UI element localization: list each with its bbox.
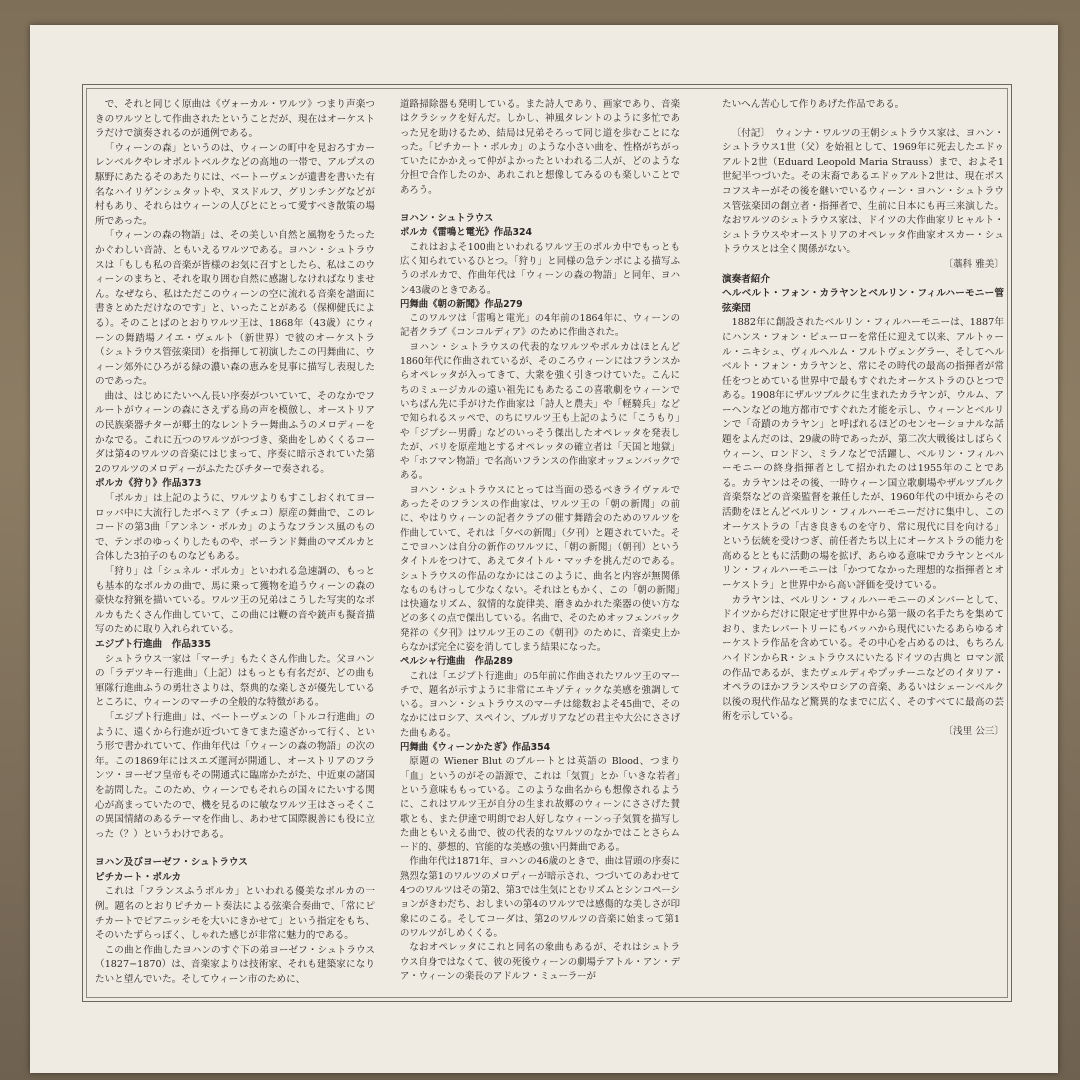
- author-signature: 〔浅里 公三〕: [943, 725, 1004, 737]
- section-heading-thunder: ポルカ《雷鳴と電光》作品324: [400, 227, 533, 239]
- paragraph: これは「エジプト行進曲」の5年前に作曲されたワルツ王のマーチで、題名が示すように非常にエキゾティックな美感を強調している。ヨハン・シュトラウスのマーチは総数およそ45曲で、そのなかにはロシア、スペイン、ブルガリアなどの君主や大公にささげた曲もある。: [400, 670, 680, 739]
- section-heading-wiener-blut: 円舞曲《ウィーンかたぎ》作品354: [400, 742, 551, 754]
- section-heading-johann: ヨハン・シュトラウス: [400, 213, 494, 225]
- paragraph: 道路掃除器も発明している。また詩人であり、画家であり、音楽はクラシックを好んだ。しかし、神風タレントのように多忙であった兄を助けるため、結局は兄弟そろって同じ道を歩むことになった。「ピチカート・ポルカ」のような小さい曲を、性格がちがっていたにかかえって仲がよかったといわれる二人が、どのような分担で合作したのか、あれこれと想像してみるのも楽しいことであろう。: [400, 99, 680, 196]
- section-heading-pizzicato: ピチカート・ポルカ: [95, 871, 182, 883]
- paragraph: ヨハン・シュトラウスの代表的なワルツやポルカはほとんど1860年代に作曲されているが、そのころウィーンにはフランスからオペレッタが入ってきて、大衆を強く引きつけていた。こんにちのミュージカルの遠い祖先にもあたるこの喜歌劇をウィーンでいちばん先に手がけた作曲家は「詩人と農夫」や「軽騎兵」などで知られるスッペで、のちにワルツ王も上記のように「こうもり」や「ジプシー男爵」などのいっそう傑出したオペレッタを発表したが、パリを原産地とするオペレッタの確立者は「天国と地獄」や「ホフマン物語」で名高いフランスの作曲家オッフェンバックである。: [400, 341, 680, 482]
- paragraph: この曲と作曲したヨハンのすぐ下の弟ヨーゼフ・シュトラウス（1827−1870）は、音楽家よりは技術家、それも建築家になりたいと望んでいた。そしてウィーン市のために、: [95, 944, 375, 986]
- paragraph: シュトラウス一家は「マーチ」もたくさん作曲した。父ヨハンの「ラデツキー行進曲」（上記）はもっとも有名だが、どの曲も軍隊行進曲ふうの勇壮さよりは、祭典的な楽しさが優先しているところに、ウィーンのマーチの全般的な特徴がある。: [95, 653, 375, 709]
- paragraph: 「狩り」は「シュネル・ポルカ」といわれる急速調の、もっとも基本的なポルカの曲で、馬に乗って獲物を追うウィーンの森の豪快な狩猟を描いている。ワルツ王の兄弟はこうした写実的なポルカもたくさん作曲していて、この曲には鞭の音や銃声も擬音描写のために取り入れられている。: [95, 566, 375, 636]
- paragraph: 「ポルカ」は上記のように、ワルツよりもすこしおくれてヨーロッパ中に大流行したボヘミア（チェコ）原産の舞曲で、このレコードの第3曲「アンネン・ポルカ」のようなフランス風のもので、テンポのゆっくりしたものや、ポーランド舞曲のマズルカと合体した3拍子のものなどもある。: [95, 493, 375, 563]
- paragraph: たいへん苦心して作りあげた作品である。: [722, 99, 905, 110]
- liner-notes-column-3: [722, 98, 1004, 740]
- paragraph: で、それと同じく原曲は《ヴォーカル・ワルツ》つまり声楽つきのワルツとして作曲されたということだが、現在はオーケストラだけで演奏されるのが通例である。: [95, 99, 375, 140]
- paragraph: なおオペレッタにこれと同名の象曲もあるが、それはシュトラウス自身ではなくて、彼の死後ウィーンの劇場テアトル・アン・デア・ウィーンの楽長のアドルフ・ミューラーが: [400, 942, 680, 982]
- paragraph: ヨハン・シュトラウスにとっては当面の恐るべきライヴァルであったそのフランスの作曲家は、ワルツ王の「朝の新聞」の前に、やはりウィーンの記者クラブの催す舞踏会のためのワルツを作曲していて、それは「夕べの新聞」（夕刊）と題されていた。そこでヨハンは自分の新作のワルツに、「朝の新聞」（朝刊）というタイトルをつけて、あえてタイトル・マッチを挑んだのである。シュトラウスの作品のなかにはこのように、曲名と内容が無関係なものもけっして少なくない。それはともかく、この「朝の新聞」は快適なリズム、叙情的な旋律美、磨きぬかれた楽器の使い方などの多くの点で傑出している。名曲で、そのためオッフェンバック発祥の《夕刊》はワルツ王のこの《朝刊》のために、音楽史上からなかば完全に姿を消してしまう結果になった。: [400, 484, 680, 653]
- liner-notes-column-2: [400, 98, 680, 984]
- paragraph: 1882年に創設されたベルリン・フィルハーモニーは、1887年にハンス・フォン・ビューローを常任に迎えて以来、アルトゥール・ニキシュ、ヴィルヘルム・フルトヴェングラー、そしてヘルベルト・フォン・カラヤンと、常にその時代の最高の指揮者が常任をつとめている世界中で最もすぐれたオーケストラのひとつである。1908年にザルツブルクに生まれたカラヤンが、ウルム、アーヘンなどの地方都市ですぐれた才能を示し、ウィーンとベルリンで「奇蹟のカラヤン」と呼ばれるほどのセンセーショナルな話題をよんだのは、29歳の時であったが、第二次大戦後はしばらくウィーン、ロンドン、ミラノなどで活躍し、ベルリン・フィルハーモニーの終身指揮者として招かれたのは1955年のことである。カラヤンはその後、一時ウィーン国立歌劇場やザルツブルク音楽祭などの音楽監督を兼任したが、1960年代の中頃からその活動をほとんどベルリン・フィルハーモニーだけに集中し、このオーケストラの「古き良きものを守り、常に現代に目を向ける」という伝統を受けつぎ、前任者たち以上にオーケストラの能力を高めるとともに活動の場を拡げ、あらゆる意味でカラヤンとベルリン・フィルハーモニーは「かつてなかった理想的な指揮者とオーケストラ」と世界中から高い評価を受けている。: [722, 317, 1004, 591]
- section-heading-karajan: ヘルベルト・フォン・カラヤンとベルリン・フィルハーモニー管弦楽団: [722, 288, 1004, 314]
- paragraph: 「ウィーンの森の物語」は、その美しい自然と風物をうたったかぐわしい音詩、ともいえるワルツである。ヨハン・シュトラウスは「もしも私の音楽が皆様のお気に召すとしたら、私はこのウィーンのまちと、それを取り囲む自然に感謝しなければなりません。なぜなら、私はただこのウィーンの空に流れる音楽を譜面に書きとめただけなのです」と、いったことがある（保柳健氏による）。そのことばのとおりワルツ王は、1868年（43歳）にウィーンの舞踏場ノイエ・ヴェルト（新世界）で彼のオーケストラ（シュトラウス管弦楽団）を指揮して初演したこの円舞曲に、ウィーン郊外にひろがる緑の濃い森の恵みを見事に描写し表現したのであった。: [95, 230, 375, 388]
- section-heading-egypt-march: エジプト行進曲 作品335: [95, 638, 211, 650]
- paragraph: 「ウィーンの森」というのは、ウィーンの町中を見おろすカーレンベルクやレオポルトベルクなどの高地の一帯で、アルプスの駆野にあたるそのあたりには、ベートーヴェンが遺書を書いた有名なハイリゲンシュタットや、ヌスドルフ、グリンチングなどが村もあり、それらはウィーンの人びとにとって愛すべき散策の場所であった。: [95, 142, 375, 227]
- paragraph: 曲は、はじめにたいへん長い序奏がついていて、そのなかでフルートがウィーンの森にさえずる鳥の声を模倣し、オーストリアの民族楽器チターが郷土的なレントラー舞曲ふうのメロディーをかなでる。これに五つのワルツがつづき、楽曲をしめくくるコーダは第4のワルツの音楽にはじまって、序奏に暗示されていた第2のワルツのメロディーがふたたびチターで奏される。: [95, 390, 375, 475]
- section-heading-persian-march: ペルシャ行進曲 作品289: [400, 656, 513, 668]
- paragraph: カラヤンは、ベルリン・フィルハーモニーのメンバーとして、ドイツからだけに限定せず世界中から第一級の名手たちを集めており、またレパートリーにもバッハから現代にいたるあらゆるオーケストラ作品を含めている。その中心を占めるのは、もちろんハイドンからR・シュトラウスにいたるドイツの古典と ロマン派の作品であるが、またヴェルディやプッチーニなどのイタリア・オペラのほかフランスやロシアの音楽、あるいはシェーンベルク以後の現代作品など驚異的なまでに広く、そのすべてに最高の芸術を示している。: [722, 594, 1004, 723]
- paragraph: これは「フランスふうポルカ」といわれる優美なポルカの一例。題名のとおりピチカート奏法による弦楽合奏曲で、「常にピチカートでピアニッシモを大いにきかせて」という指定をもち、そのいたずらっぽく、しゃれた感じが非常に魅力的である。: [95, 886, 375, 942]
- section-heading-morning-papers: 円舞曲《朝の新聞》作品279: [400, 298, 523, 310]
- paragraph: 原題の Wiener Blut のブルートとは英語の Blood、つまり「血」というのがその語源で、これは「気質」とか「いきな若者」という意味ももっている。このような曲名からも想像されるように、これはワルツ王が自分の生まれ故郷のウィーンにささげた賛歌とも、また伊達で明朗でお人好しなウィーンっ子気質を描写した曲ともいえる曲で、彼の代表的なワルツのなかではことさらムード的、夢想的、官能的な美感の強い円舞曲である。: [400, 756, 680, 854]
- paragraph: このワルツは「雷鳴と電光」の4年前の1864年に、ウィーンの記者クラブ《コンコルディア》のために作曲された。: [400, 313, 680, 339]
- author-signature: 〔藁科 雅美〕: [943, 258, 1004, 270]
- section-heading-johann-josef: ヨハン及びヨーゼフ・シュトラウス: [95, 857, 248, 869]
- paragraph: これはおよそ100曲といわれるワルツ王のポルカ中でもっとも広く知られているひとつ。「狩り」と同様の急テンポによる描写ふうのポルカで、作曲年代は「ウィーンの森の物語」と同年、ヨハン43歳のときである。: [400, 241, 680, 296]
- appendix-note: 〔付記〕 ウィンナ・ワルツの王朝シュトラウス家は、ヨハン・シュトラウス1世（父）を始祖として、1969年に死去したエドゥアルト2世（Eduard Leopold Maria Strauss）まで、およそ1世紀半つづいた。その末裔であるエドゥアルト2世は、現在ボスコフスキーがその後を継いでいるウィーン・ヨハン・シュトラウス管弦楽団の創立者・指揮者で、生前に日本にも再三来演した。なおワルツのシュトラウス家は、ドイツの大作曲家リヒャルト・シュトラウスやオーストリアのオペレッタ作曲家オスカー・シュトラウスとは全く関係がない。: [722, 127, 1004, 256]
- paragraph: 作曲年代は1871年、ヨハンの46歳のときで、曲は冒頭の序奏に熟烈な第1のワルツのメロディーが暗示され、つづいてのあわせて4つのワルツはその第2、第3では生気にとむリズムとシンコペーションがきわだち、おしまいの第4のワルツでは感傷的な美しさが印象にのこる。そしてコーダは、第2のワルツの音楽に始まって第1のワルツがしめくくる。: [400, 856, 680, 939]
- paragraph: 「エジプト行進曲」は、ベートーヴェンの「トルコ行進曲」のように、遠くから行進が近づいてきてまた遠ざかって行く、という形で書かれていて、作曲年代は「ウィーンの森の物語」の次の年。この1869年にはスエズ運河が開通し、オーストリアのフランツ・ヨーゼフ皇帝もその開通式に臨席かたがた、中近東の諸国を訪問した。このため、ウィーンでもそれらの国々にたいする関心が高まっていたので、機を見るのに敏なワルツ王はさっそくこの異国情緒のあるテーマを作曲し、あわせて国際親善にも役に立った（？）というわけである。: [95, 711, 375, 840]
- section-heading-polka-hunt: ポルカ《狩り》作品373: [95, 478, 202, 490]
- liner-notes-column-1: [95, 98, 375, 988]
- section-heading-performers: 演奏者紹介: [722, 273, 770, 285]
